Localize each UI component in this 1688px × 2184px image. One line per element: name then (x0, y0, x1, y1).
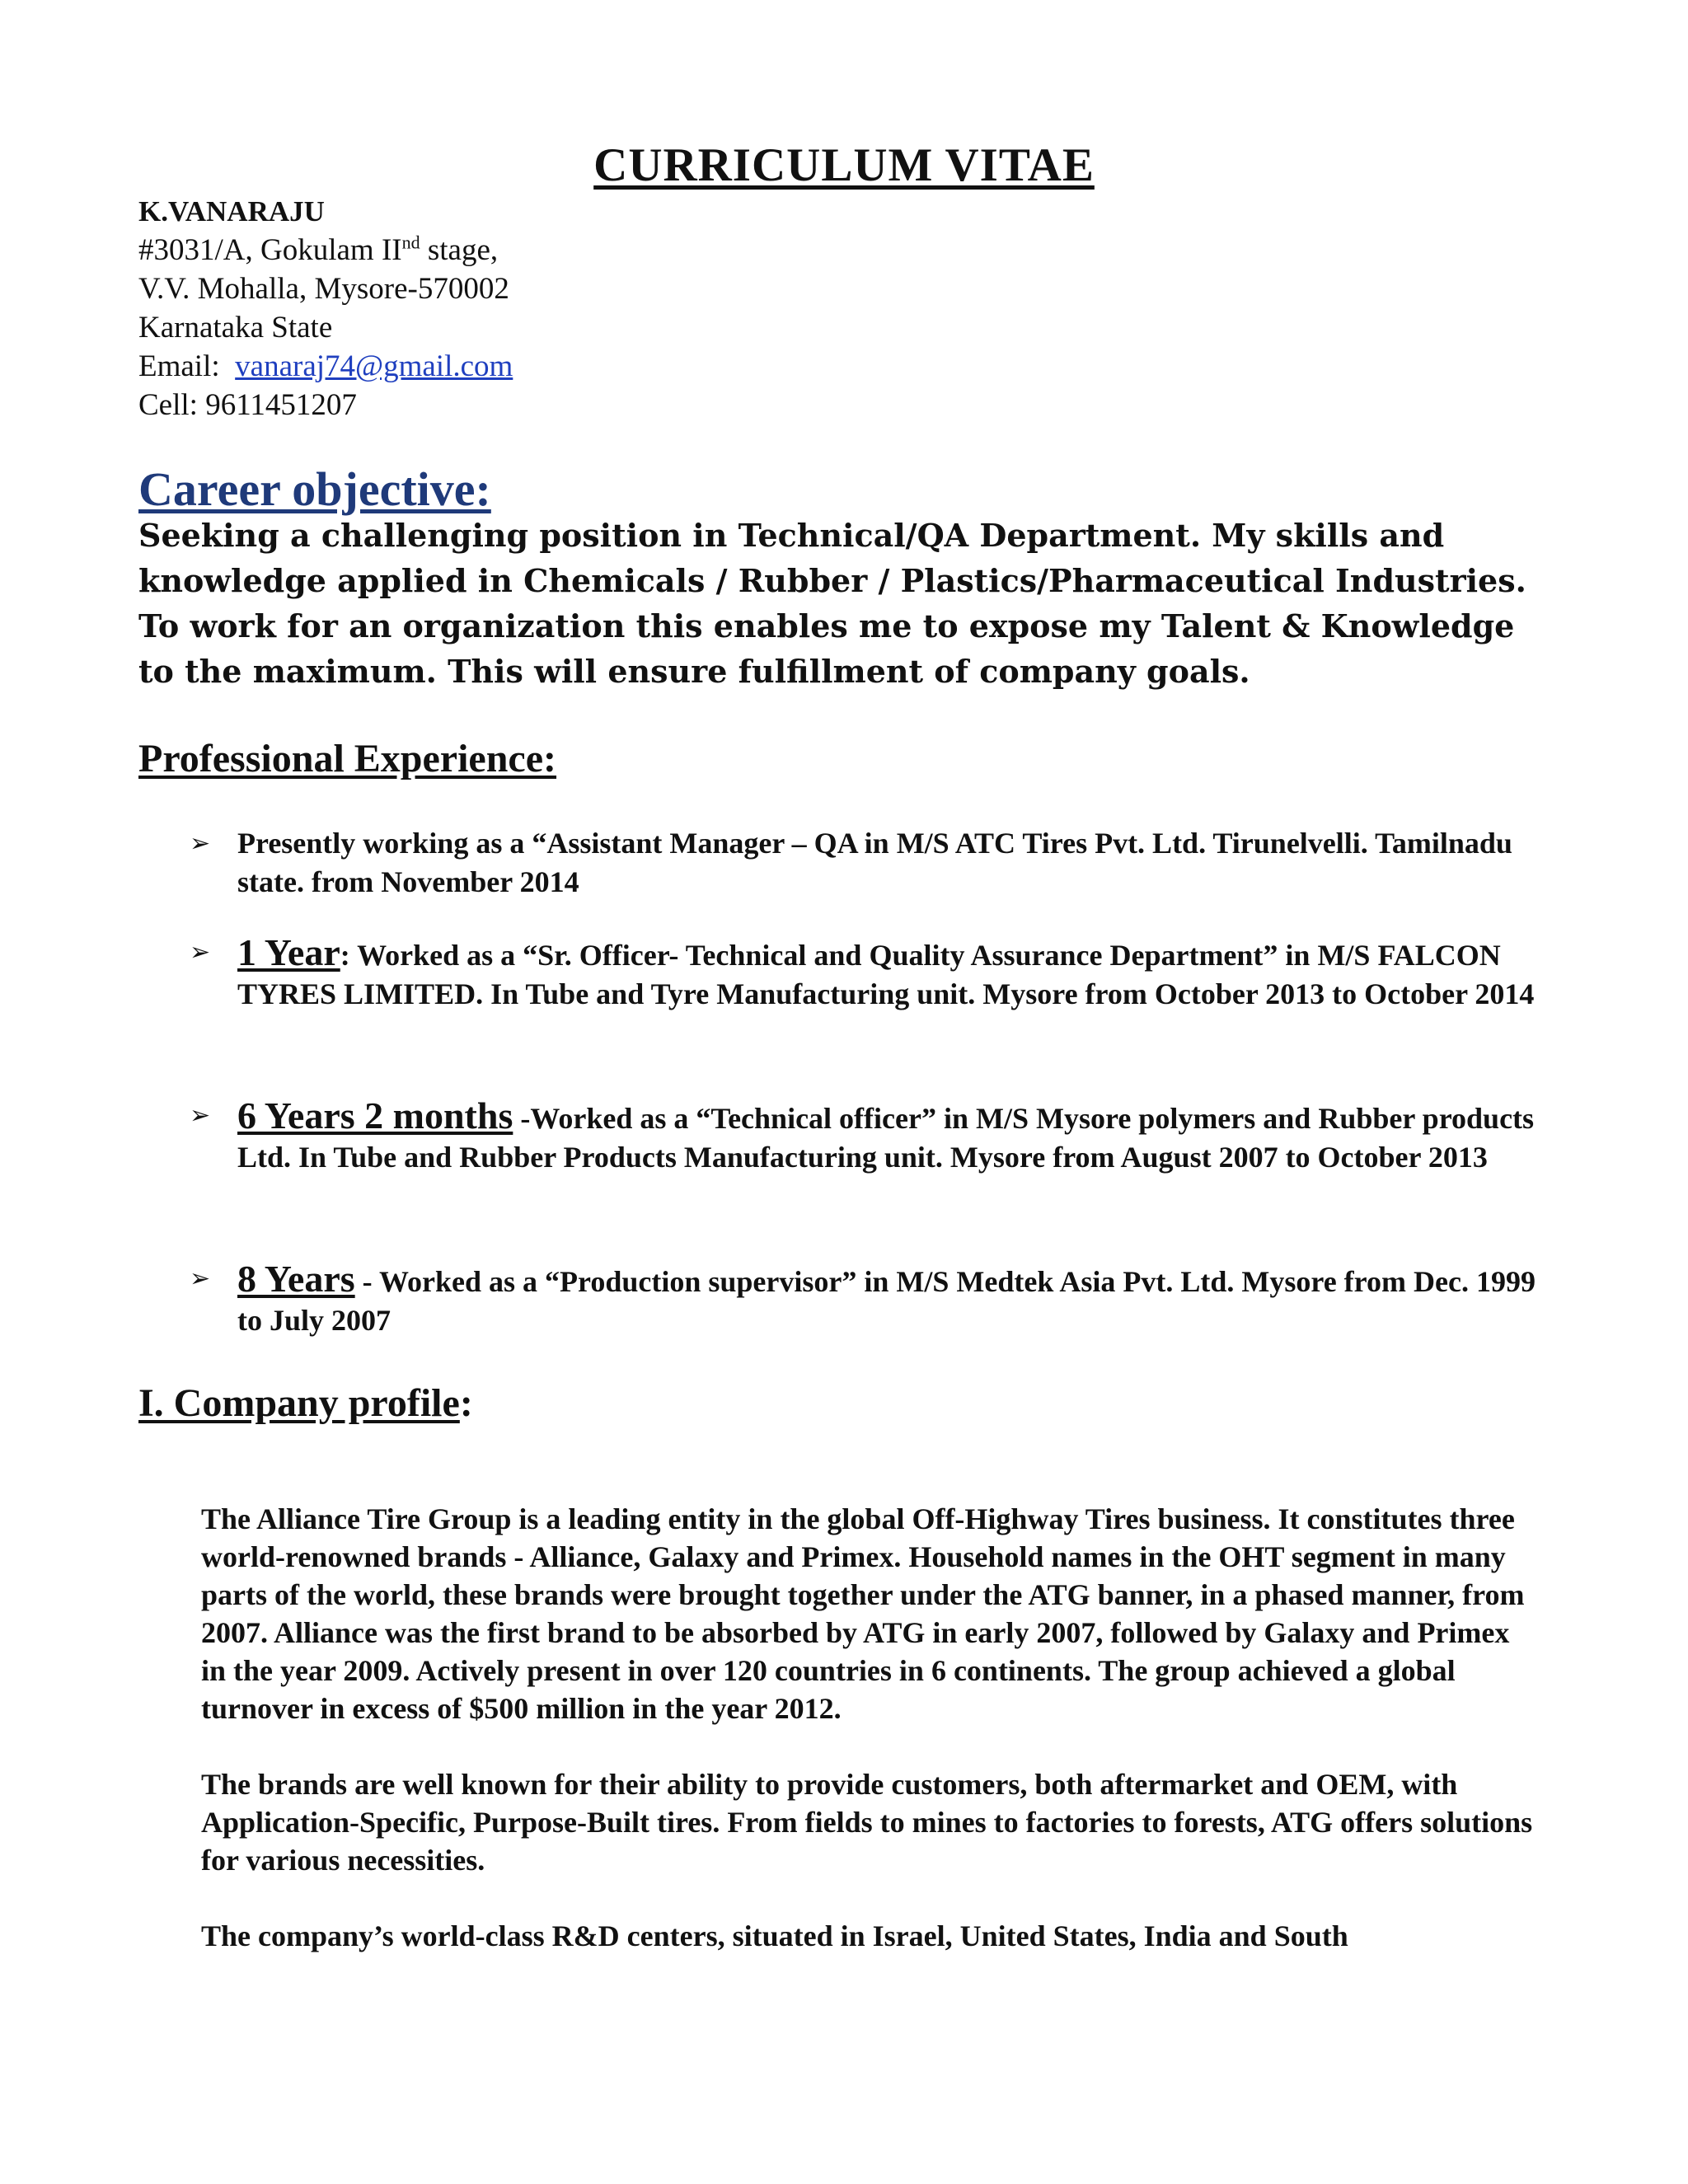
experience-duration: 6 Years 2 months (237, 1094, 513, 1137)
experience-duration: 8 Years (237, 1258, 355, 1300)
address-line-3: Karnataka State (138, 311, 333, 344)
arrow-bullet-icon: ➢ (190, 1264, 211, 1293)
email-link[interactable]: vanaraj74@gmail.com (235, 349, 513, 383)
contact-block (138, 192, 513, 424)
candidate-name: K.VANARAJU (138, 195, 325, 227)
address-line-1 (138, 231, 513, 269)
address-superscript: nd (401, 232, 420, 253)
profile-paragraph: The company’s world-class R&D centers, situated in Israel, United States, India and South (201, 1919, 1348, 1952)
company-profile-heading (138, 1380, 473, 1426)
experience-text (237, 824, 1556, 902)
experience-text (237, 1259, 1556, 1340)
cell-number: Cell: 9611451207 (138, 388, 357, 422)
experience-text (237, 933, 1556, 1014)
professional-experience-heading: Professional Experience: (138, 737, 557, 780)
objective-paragraph-1: Seeking a challenging position in Technical/QA Department. My skills and knowledge applied in Chemicals / Rubber / Plastics/Pharmaceutical Industries. (138, 517, 1526, 599)
company-profile-body (201, 1500, 1536, 1993)
experience-description: : Worked as a “Sr. Officer- Technical and Quality Assurance Department” in M/S FALCON TYRES LIMITED. In Tube and Tyre Manufacturing unit. Mysore from October 2013 to October 2014 (237, 939, 1535, 1010)
address-line-2: V.V. Mohalla, Mysore-570002 (138, 272, 509, 306)
arrow-bullet-icon: ➢ (190, 829, 211, 858)
career-objective-text (138, 513, 1556, 694)
email-row (138, 347, 513, 386)
experience-description: -Worked as a “Technical officer” in M/S Mysore polymers and Rubber products Ltd. In Tube and Rubber Products Manufacturing unit. Mysore from August 2007 to October 2013 (237, 1102, 1535, 1174)
profile-paragraph: The brands are well known for their ability to provide customers, both aftermarket and OEM, with Application-Specific, Purpose-Built tires. From fields to mines to factories to forests, ATG offers solutions for various necessities. (201, 1768, 1533, 1877)
objective-paragraph-2: To work for an organization this enables me to expose my Talent & Knowledge to the maximum. This will ensure fulfillment of company goals. (138, 607, 1515, 690)
document-title: CURRICULUM VITAE (593, 139, 1095, 191)
company-profile-heading-text: I. Company profile (138, 1381, 460, 1425)
experience-duration: 1 Year (237, 931, 340, 973)
experience-description: - Worked as a “Production supervisor” in M/S Medtek Asia Pvt. Ltd. Mysore from Dec. 1999 to July 2007 (237, 1265, 1536, 1337)
experience-description: Presently working as a “Assistant Manager – QA in M/S ATC Tires Pvt. Ltd. Tirunelvelli. Tamilnadu state. from November 2014 (237, 827, 1512, 898)
address-line-1-end: stage, (420, 233, 499, 267)
arrow-bullet-icon: ➢ (190, 938, 211, 967)
career-objective-heading: Career objective: (138, 462, 491, 516)
email-label: Email: (138, 349, 236, 383)
arrow-bullet-icon: ➢ (190, 1101, 211, 1130)
company-profile-heading-colon: : (459, 1381, 473, 1425)
address-line-1-main: #3031/A, Gokulam II (138, 233, 402, 267)
experience-text (237, 1096, 1556, 1177)
profile-paragraph: The Alliance Tire Group is a leading entity in the global Off-Highway Tires business. It constitutes three world-renowned brands - Alliance, Galaxy and Primex. Household names in the OHT segment in many parts of the world, these brands were brought together under the ATG banner, in a phased manner, from 2007. Alliance was the first brand to be absorbed by ATG in early 2007, followed by Galaxy and Primex in the year 2009. Actively present in over 120 countries in 6 continents. The group achieved a global turnover in excess of $500 million in the year 2012. (201, 1502, 1525, 1725)
